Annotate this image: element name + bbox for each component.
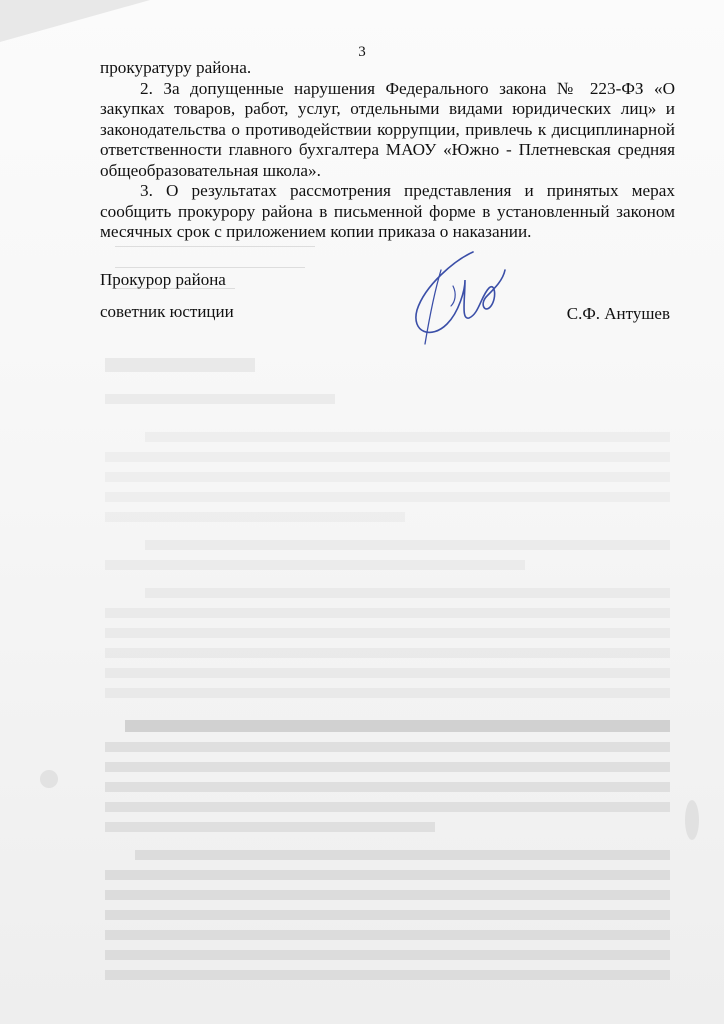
continuation-line: прокуратуру района. bbox=[100, 58, 252, 77]
folded-corner bbox=[0, 0, 150, 42]
signer-position-line2: советник юстиции bbox=[100, 302, 234, 321]
paragraph-item-2: 2. За допущенные нарушения Федерального закона № 223-ФЗ «О закупках товаров, работ, услуг, отдельными видами юридических лиц» и законодательства о противодействии коррупции, привлечь к дисциплинарной ответственности главного бухгалтера МАОУ «Южно - Плетневская средняя общеобразовательная школа». bbox=[100, 78, 675, 180]
bleed-through-text bbox=[105, 350, 670, 990]
paragraph-item-3: 3. О результатах рассмотрения представления и принятых мерах сообщить прокурору района в письменной форме в установленный законом месячных срок с приложением копии приказа о наказании. bbox=[100, 181, 675, 241]
page-number: 3 bbox=[358, 44, 366, 60]
signer-name: С.Ф. Антушев bbox=[566, 304, 670, 323]
handwritten-signature bbox=[395, 240, 515, 350]
signer-position-line1: Прокурор района bbox=[100, 270, 226, 289]
scan-smudge bbox=[40, 770, 58, 788]
scan-smudge bbox=[685, 800, 699, 840]
document-body bbox=[100, 58, 675, 243]
